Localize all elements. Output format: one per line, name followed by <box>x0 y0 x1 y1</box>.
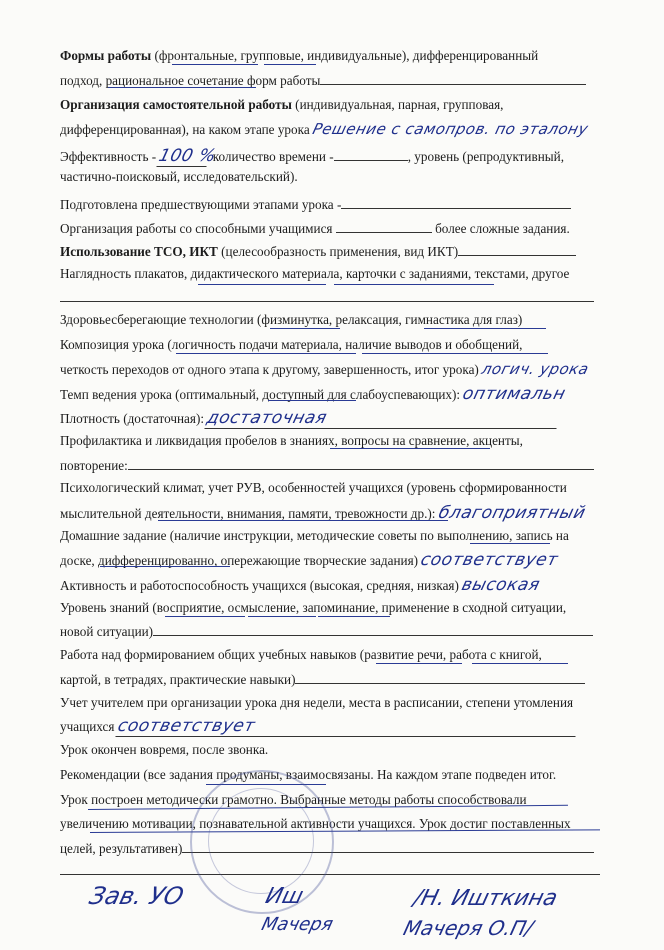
fill-blank <box>320 71 586 85</box>
form-line <box>60 360 589 378</box>
section-heading: Формы работы <box>60 48 152 63</box>
form-line <box>60 575 543 595</box>
hand-underline <box>470 543 550 544</box>
line-text: Домашние задание (наличие инструкции, методические советы по выполнению, запись на <box>60 528 569 543</box>
signature-left-name: Мачеря <box>259 914 336 935</box>
line-text: дифференцированная), на каком этапе урока <box>60 122 310 137</box>
form-line <box>60 433 523 449</box>
line-text: Подготовлена предшествующими этапами урока - <box>60 197 342 212</box>
hand-underline <box>158 520 448 521</box>
hand-underline <box>100 566 230 567</box>
form-line <box>60 48 538 64</box>
form-line <box>60 600 566 616</box>
form-line <box>60 384 569 404</box>
form-line <box>60 337 522 353</box>
line-text: Композиция урока (логичность подачи материала, наличие выводов и обобщений, <box>60 337 523 352</box>
form-line <box>60 670 585 688</box>
line-text: Психологический климат, учет РУВ, особенностей учащихся (уровень сформированности <box>60 480 567 495</box>
hand-underline <box>248 616 316 617</box>
handwritten-answer: высокая <box>459 575 543 595</box>
hand-underline <box>198 284 326 285</box>
hand-underline <box>318 616 390 617</box>
line-text: Урок построен методически грамотно. Выбранные методы работы способствовали <box>60 792 527 807</box>
signature-left: Иш <box>262 884 306 909</box>
line-text: (фронтальные, групповые, индивидуальные), дифференцированный <box>151 48 539 63</box>
form-line <box>60 266 569 282</box>
line-text: Здоровьесберегающие технологии (физминутка, релаксация, гимнастика для глаз) <box>60 312 523 327</box>
hand-underline <box>424 328 546 329</box>
handwritten-answer: достаточная <box>205 408 562 429</box>
hand-underline <box>376 663 462 664</box>
line-text: увеличению мотивации, познавательной активности учащихся. Урок достиг поставленных <box>60 816 571 831</box>
handwritten-answer: соответствует <box>418 550 561 570</box>
line-text: частично-поисковый, исследовательский). <box>60 169 298 184</box>
form-line <box>60 120 591 138</box>
line-text: повторение: <box>60 458 128 473</box>
hand-underline <box>330 448 490 449</box>
handwritten-answer: Решение с самопров. по эталону <box>310 120 591 138</box>
line-text: Уровень знаний (восприятие, осмысление, запоминание, применение в сходной ситуации, <box>60 600 567 615</box>
line-text: количество времени - <box>212 149 334 164</box>
signature-right-name: Мачеря О.П/ <box>401 916 536 940</box>
form-line <box>60 242 576 260</box>
line-text: картой, в тетрадях, практические навыки) <box>60 672 296 687</box>
form-line <box>60 622 593 640</box>
line-text: Темп ведения урока (оптимальный, доступный для слабоуспевающих): <box>60 387 461 402</box>
form-line <box>60 480 567 496</box>
line-text: , уровень (репродуктивный, <box>407 149 564 164</box>
hand-underline <box>268 400 356 401</box>
blank-rule <box>60 874 600 875</box>
hand-underline <box>176 353 356 354</box>
line-text: более сложные задания. <box>435 221 570 236</box>
form-line <box>60 219 570 237</box>
handwritten-answer: оптимальн <box>460 384 569 404</box>
section-heading: Организация самостоятельной работы <box>60 97 292 112</box>
line-text: Организация работы со способными учащимися <box>60 221 333 236</box>
line-text: Наглядность плакатов, дидактического материала, карточки с заданиями, текстами, другое <box>60 266 570 281</box>
form-line <box>60 169 298 185</box>
line-text: четкость переходов от одного этапа к другому, завершенность, итог урока) <box>60 362 479 377</box>
fill-blank <box>153 622 593 636</box>
line-text: Урок окончен вовремя, после звонка. <box>60 742 269 757</box>
form-line <box>60 695 573 711</box>
form-line <box>60 408 559 429</box>
line-text: Активность и работоспособность учащихся (высокая, средняя, низкая) <box>60 578 459 593</box>
line-text: Рекомендации (все задания продуманы, взаимосвязаны. На каждом этапе подведен итог. <box>60 767 557 782</box>
hand-underline <box>172 64 258 65</box>
line-text: Профилактика и ликвидация пробелов в знаниях, вопросы на сравнение, акценты, <box>60 433 523 448</box>
handwritten-answer: соответствует <box>115 716 580 737</box>
line-text: целей, результативен) <box>60 841 183 856</box>
fill-blank <box>295 670 585 684</box>
line-text: мыслительной деятельности, внимания, памяти, тревожности др.): <box>60 506 436 521</box>
fill-blank <box>336 219 432 233</box>
hand-underline <box>108 87 256 88</box>
fill-blank <box>341 195 571 209</box>
form-line <box>60 195 571 213</box>
form-line <box>60 716 578 737</box>
handwritten-answer: 100 % <box>157 146 219 166</box>
line-text: Плотность (достаточная): <box>60 411 205 426</box>
handwritten-answer: благоприятный <box>436 503 588 523</box>
line-text: подход, рациональное сочетание форм работы <box>60 73 321 88</box>
hand-underline <box>165 616 245 617</box>
line-text: Эффективность - <box>60 149 157 164</box>
signature-right: /Н. Ишткина <box>410 886 560 911</box>
line-text: Учет учителем при организации урока дня недели, места в расписании, степени утомления <box>60 695 574 710</box>
fill-blank <box>334 147 408 161</box>
official-stamp-inner-ring <box>208 788 314 894</box>
section-heading: Использование ТСО, ИКТ <box>60 244 218 259</box>
form-line <box>60 97 503 113</box>
form-line <box>60 767 556 783</box>
form-line <box>60 312 522 328</box>
handwritten-answer: логич. урока <box>479 360 591 378</box>
form-line <box>60 550 561 570</box>
blank-rule <box>60 301 594 302</box>
hand-underline <box>362 353 548 354</box>
line-text: (целесообразность применения, вид ИКТ) <box>217 244 459 259</box>
line-text: (индивидуальная, парная, групповая, <box>291 97 504 112</box>
line-text: Работа над формированием общих учебных навыков (развитие речи, работа с книгой, <box>60 647 542 662</box>
fill-blank <box>458 242 576 256</box>
fill-blank <box>128 456 594 470</box>
hand-underline <box>334 284 494 285</box>
line-text: учащихся <box>60 719 115 734</box>
hand-underline <box>264 64 316 65</box>
form-line <box>60 742 268 758</box>
form-line <box>60 647 542 663</box>
line-text: доске, дифференцированно, опережающие творческие задания) <box>60 553 419 568</box>
signature-title: Зав. УО <box>86 882 187 910</box>
official-stamp <box>190 770 334 914</box>
hand-underline <box>472 663 568 664</box>
hand-underline <box>270 328 340 329</box>
form-line <box>60 456 594 474</box>
line-text: новой ситуации) <box>60 624 154 639</box>
form-line <box>60 528 569 544</box>
form-line <box>60 146 564 167</box>
